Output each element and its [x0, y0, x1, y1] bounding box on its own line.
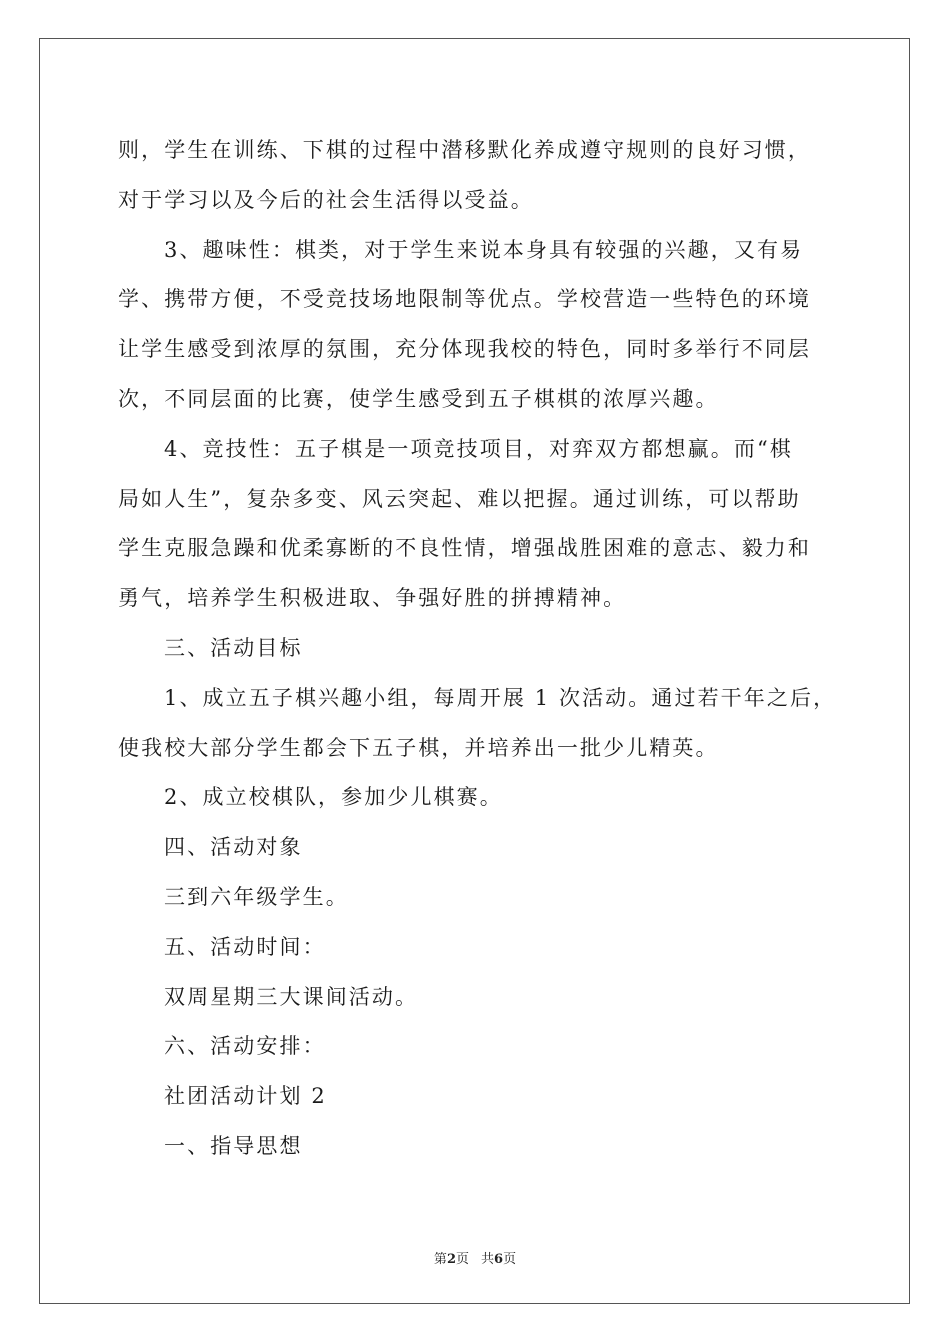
- page-number: 2: [446, 1252, 456, 1267]
- text-line: 1、成立五子棋兴趣小组，每周开展 1 次活动。通过若干年之后，: [164, 685, 837, 710]
- paragraph-goal-1: [118, 674, 838, 774]
- document-body: [118, 126, 838, 1172]
- text-line: 使我校大部分学生都会下五子棋，并培养出一批少儿精英。: [118, 735, 719, 760]
- text-line: 次，不同层面的比赛，使学生感受到五子棋棋的浓厚兴趣。: [118, 386, 719, 411]
- paragraph-interest: [118, 226, 838, 425]
- page-prefix: 第: [433, 1252, 447, 1267]
- document-subtitle: 社团活动计划 2: [164, 1084, 327, 1109]
- text-line: 4、竞技性：五子棋是一项竞技项目，对弈双方都想赢。而“棋: [164, 436, 793, 461]
- total-prefix: 共: [481, 1252, 495, 1267]
- paragraph-competitive: [118, 425, 838, 624]
- paragraph-time: 双周星期三大课间活动。: [164, 984, 419, 1009]
- text-line: 学、携带方便，不受竞技场地限制等优点。学校营造一些特色的环境: [118, 287, 811, 312]
- text-line: 3、趣味性：棋类，对于学生来说本身具有较强的兴趣，又有易: [164, 237, 804, 262]
- paragraph-rules-continued: [118, 126, 838, 226]
- total-suffix: 页: [503, 1252, 517, 1267]
- section-heading-goals: 三、活动目标: [164, 635, 303, 660]
- paragraph-audience: 三到六年级学生。: [164, 884, 349, 909]
- text-line: 局如人生”，复杂多变、风云突起、难以把握。通过训练，可以帮助: [118, 486, 801, 511]
- text-line: 对于学习以及今后的社会生活得以受益。: [118, 187, 534, 212]
- page-suffix: 页: [455, 1252, 469, 1267]
- section-heading-schedule: 六、活动安排：: [164, 1034, 326, 1059]
- text-line: 则，学生在训练、下棋的过程中潜移默化养成遵守规则的良好习惯，: [118, 138, 811, 162]
- page-footer: [0, 1248, 950, 1267]
- text-line: 让学生感受到浓厚的氛围，充分体现我校的特色，同时多举行不同层: [118, 337, 811, 362]
- total-pages: 6: [494, 1252, 504, 1267]
- text-line: 学生克服急躁和优柔寡断的不良性情，增强战胜困难的意志、毅力和: [118, 536, 811, 561]
- section-heading-guiding-thought: 一、指导思想: [164, 1133, 303, 1158]
- section-heading-time: 五、活动时间：: [164, 934, 326, 959]
- text-line: 勇气，培养学生积极进取、争强好胜的拼搏精神。: [118, 586, 627, 611]
- paragraph-goal-2: 2、成立校棋队，参加少儿棋赛。: [164, 785, 503, 810]
- section-heading-audience: 四、活动对象: [164, 835, 303, 860]
